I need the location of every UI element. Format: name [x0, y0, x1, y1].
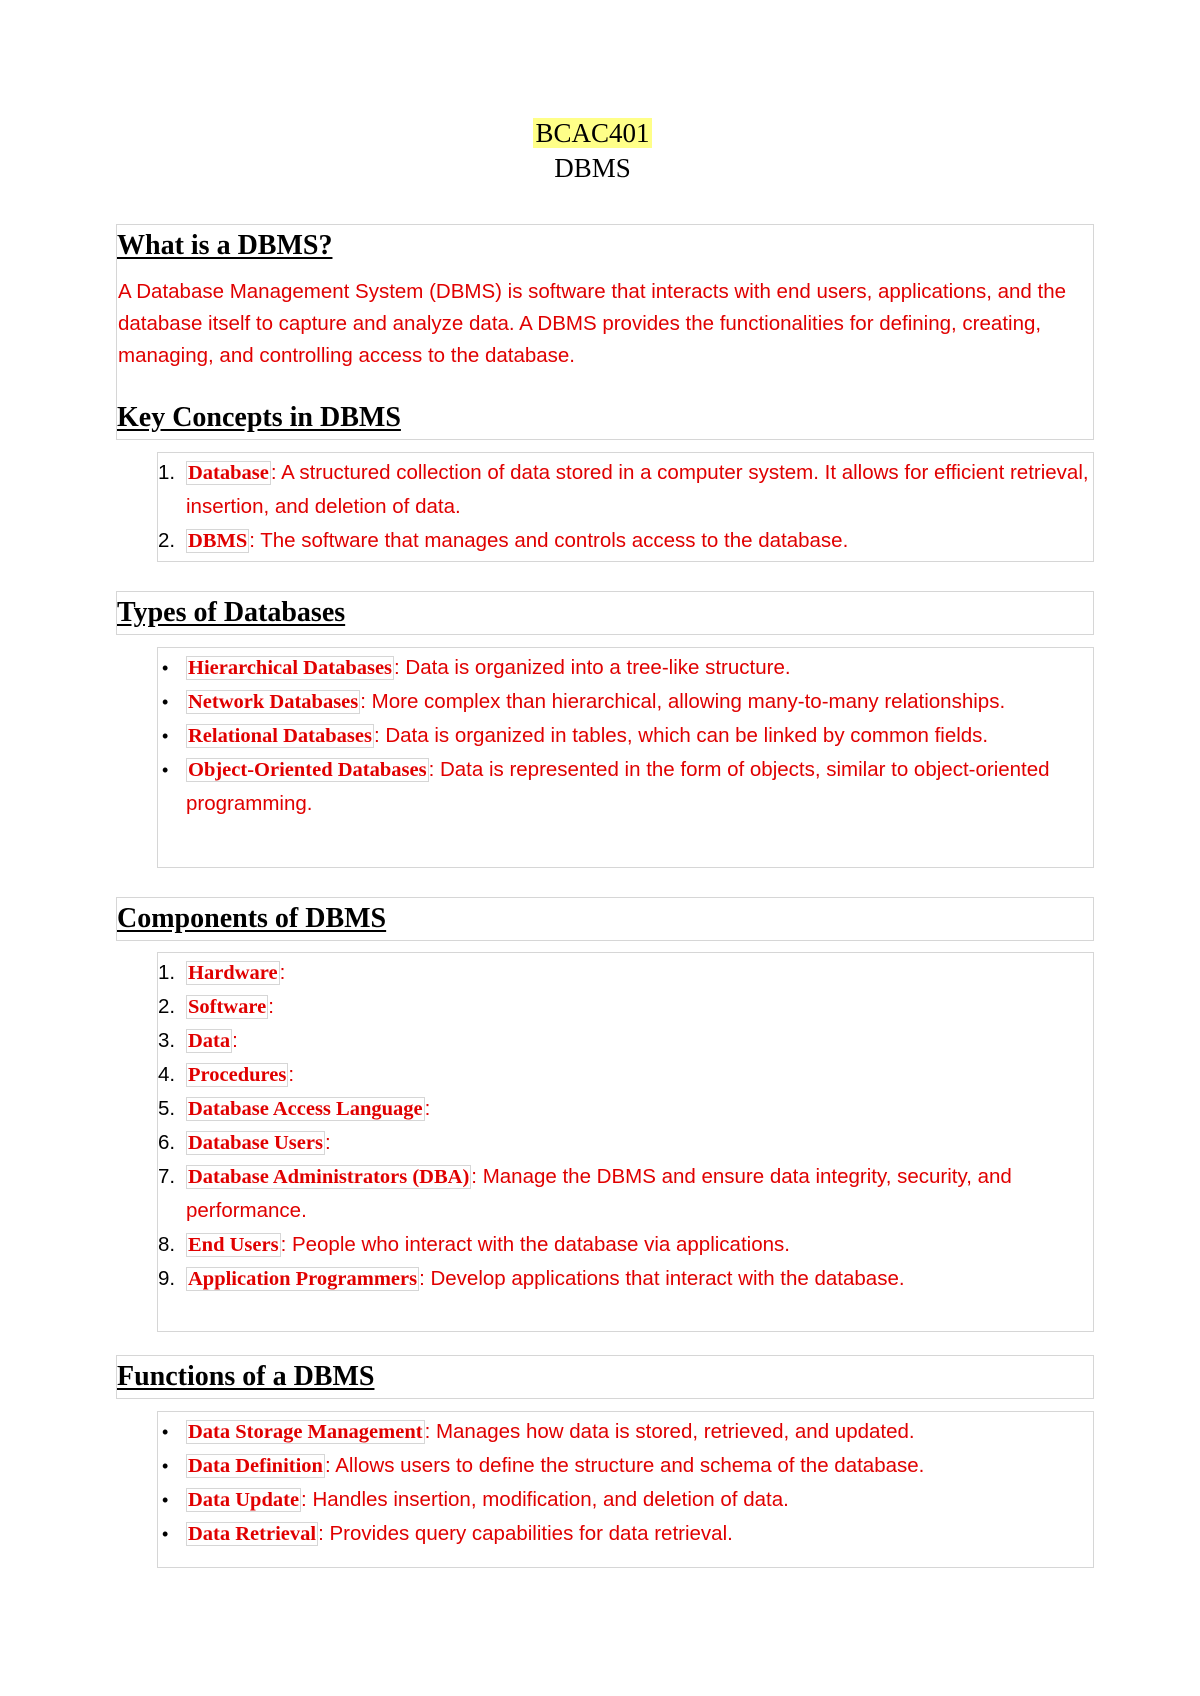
term-description: : Provides query capabilities for data retrieval. [318, 1522, 733, 1545]
list-item [160, 1483, 1090, 1517]
term-label: Application Programmers [188, 1268, 418, 1290]
term-label: Database Access Language [188, 1098, 423, 1120]
term-description: : [268, 995, 274, 1018]
list-item [160, 1228, 1090, 1262]
term-label: Hardware [188, 962, 278, 984]
document-header [0, 116, 1185, 186]
term-label: Database [188, 462, 269, 484]
term-description: : A structured collection of data stored in a computer system. It allows for efficient retrieval, insertion, and deletion of data. [186, 461, 1089, 518]
term-label: Data Definition [188, 1455, 323, 1477]
term-description: : [232, 1029, 238, 1052]
term-label: Database Administrators (DBA) [188, 1166, 470, 1188]
bullet-icon: • [162, 658, 169, 678]
list-item [160, 956, 1090, 990]
term-label: End Users [188, 1234, 279, 1256]
list-item [160, 1415, 1090, 1449]
term-description: : People who interact with the database via applications. [280, 1233, 790, 1256]
list-item [160, 1126, 1090, 1160]
list-item [160, 1449, 1090, 1483]
bullet-icon: • [162, 1422, 169, 1442]
types-heading: Types of Databases [117, 597, 346, 628]
list-item [160, 1517, 1090, 1551]
term-description: : [279, 961, 286, 984]
list-item [160, 651, 1090, 685]
term-description: : Data is organized into a tree-like structure. [394, 656, 791, 679]
term-label: Network Databases [188, 691, 359, 713]
term-label: Data Retrieval [188, 1523, 317, 1545]
functions-list [160, 1415, 1090, 1551]
bullet-icon: • [162, 1456, 169, 1476]
term-description: : [288, 1063, 295, 1086]
list-number: 5. [158, 1097, 176, 1120]
key-list [160, 456, 1090, 558]
term-description: : Manages how data is stored, retrieved, and updated. [424, 1420, 915, 1443]
bullet-icon: • [162, 692, 169, 712]
term-label: Data Storage Management [188, 1421, 423, 1443]
subject-title: DBMS [554, 153, 631, 183]
list-item [160, 456, 1090, 524]
list-item [160, 524, 1090, 558]
list-number: 9. [158, 1267, 176, 1290]
list-item [160, 1092, 1090, 1126]
list-item [160, 1262, 1090, 1296]
list-item [160, 685, 1090, 719]
types-list [160, 651, 1090, 821]
list-item [160, 719, 1090, 753]
term-label: Hierarchical Databases [188, 657, 393, 679]
list-item [160, 1024, 1090, 1058]
list-number: 3. [158, 1029, 176, 1052]
term-description: : Data is represented in the form of objects, similar to object-oriented programming. [186, 758, 1050, 815]
list-item [160, 1058, 1090, 1092]
list-number: 1. [158, 461, 176, 484]
list-number: 7. [158, 1165, 176, 1188]
term-description: : [324, 1131, 331, 1154]
components-list [160, 956, 1090, 1296]
list-number: 2. [158, 995, 176, 1018]
list-item [160, 753, 1090, 821]
term-description: : Manage the DBMS and ensure data integrity, security, and performance. [186, 1165, 1012, 1222]
course-code: BCAC401 [535, 118, 650, 148]
what-paragraph: A Database Management System (DBMS) is software that interacts with end users, applications, and the database itself to capture and analyze data. A DBMS provides the functionalities for defining, creating, managing, and controlling access to the database. [118, 280, 1067, 367]
term-description: : More complex than hierarchical, allowing many-to-many relationships. [360, 690, 1006, 713]
term-description: : Handles insertion, modification, and deletion of data. [301, 1488, 789, 1511]
term-label: Relational Databases [188, 725, 372, 747]
term-label: Procedures [188, 1064, 287, 1086]
term-description: : Develop applications that interact with the database. [419, 1267, 905, 1290]
list-item [160, 1160, 1090, 1228]
term-description: : Allows users to define the structure and schema of the database. [324, 1454, 925, 1477]
functions-heading: Functions of a DBMS [117, 1361, 375, 1392]
bullet-icon: • [162, 1490, 169, 1510]
key-heading: Key Concepts in DBMS [117, 402, 401, 433]
term-label: DBMS [188, 530, 248, 552]
bullet-icon: • [162, 1524, 169, 1544]
term-label: Data Update [188, 1489, 300, 1511]
bullet-icon: • [162, 760, 169, 780]
list-number: 8. [158, 1233, 176, 1256]
list-number: 6. [158, 1131, 176, 1154]
term-description: : [424, 1097, 431, 1120]
list-number: 1. [158, 961, 176, 984]
term-label: Software [188, 996, 267, 1018]
term-label: Object-Oriented Databases [188, 759, 427, 781]
term-label: Data [188, 1030, 231, 1052]
term-label: Database Users [188, 1132, 323, 1154]
list-item [160, 990, 1090, 1024]
bullet-icon: • [162, 726, 169, 746]
components-heading: Components of DBMS [117, 903, 387, 934]
what-heading: What is a DBMS? [117, 230, 333, 261]
list-number: 4. [158, 1063, 176, 1086]
term-description: : The software that manages and controls access to the database. [249, 529, 849, 552]
list-number: 2. [158, 529, 176, 552]
term-description: : Data is organized in tables, which can be linked by common fields. [373, 724, 989, 747]
